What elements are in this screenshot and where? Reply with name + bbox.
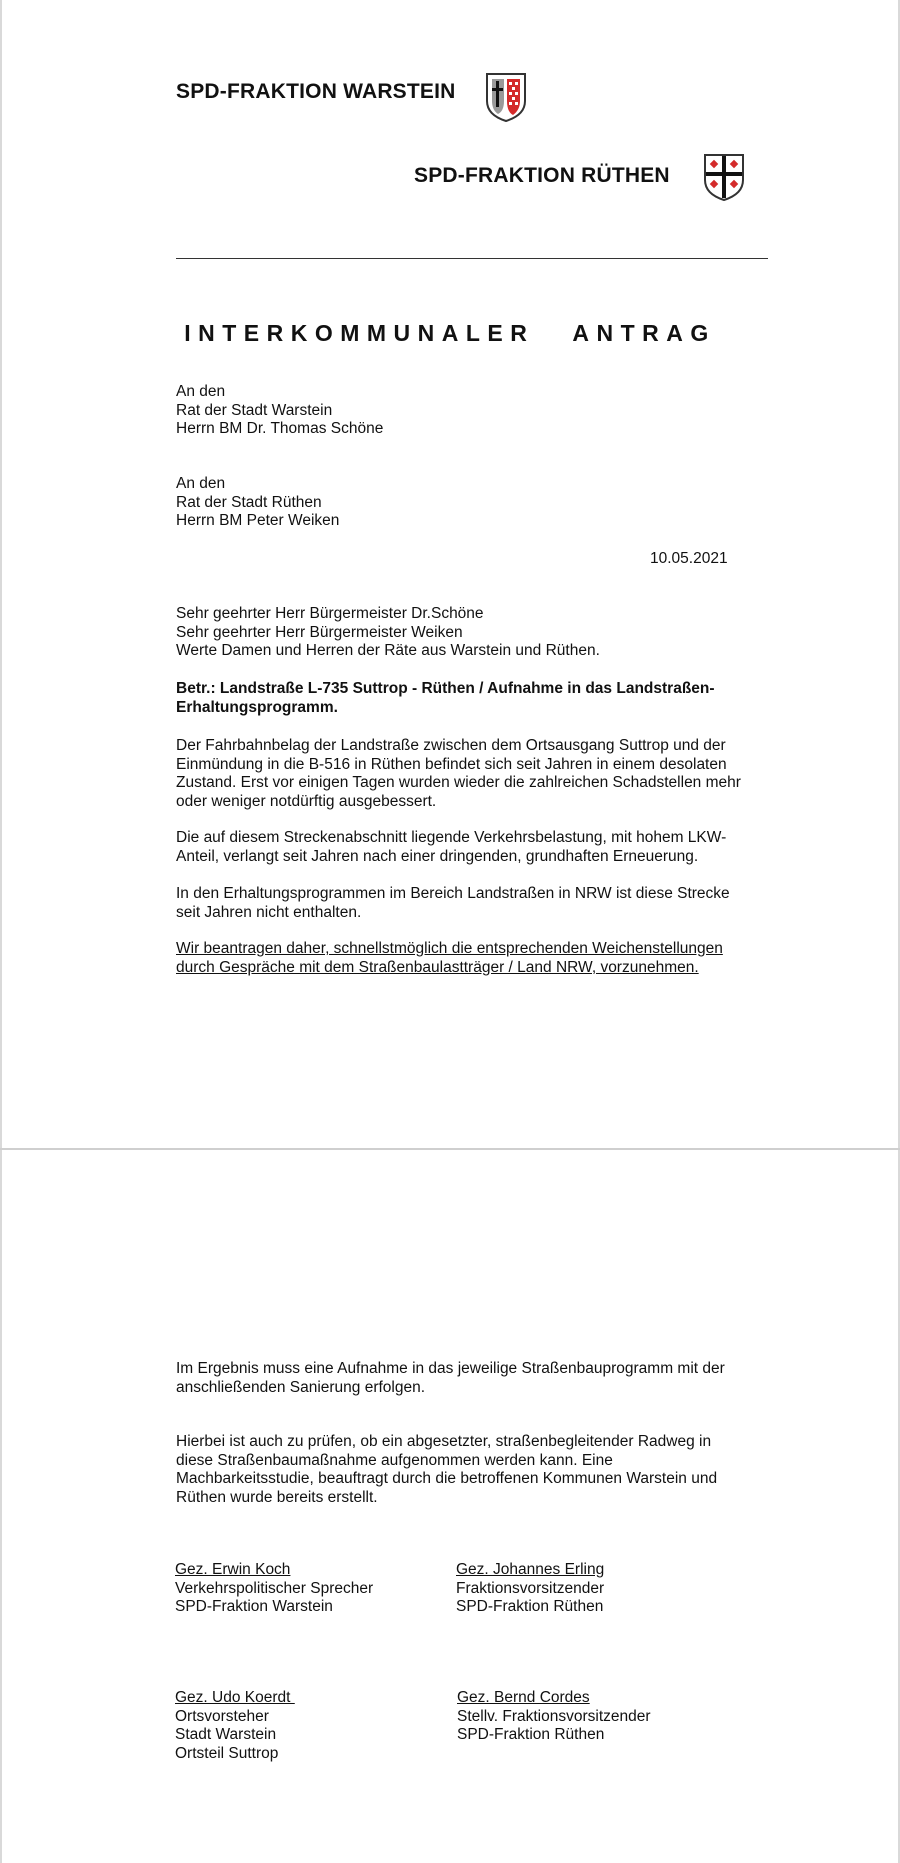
- page-edge-left: [0, 0, 2, 1863]
- title-word-interkommunaler: INTERKOMMUNALER: [184, 320, 535, 346]
- recipient-line: An den: [176, 383, 226, 400]
- signature-role: SPD-Fraktion Rüthen: [456, 1598, 604, 1615]
- paragraph-line: Wir beantragen daher, schnellstmöglich die entsprechenden Weichenstellungen: [176, 940, 723, 957]
- signature-role: Ortsteil Suttrop: [175, 1744, 279, 1762]
- title-word-antrag: ANTRAG: [572, 320, 716, 346]
- paragraph-request: [176, 940, 776, 977]
- salutation-line: Sehr geehrter Herr Bürgermeister Dr.Schöne: [176, 605, 484, 622]
- paragraph-3: [176, 885, 776, 922]
- signature-name: Gez. Johannes Erling: [456, 1561, 605, 1578]
- signature-role: Ortsvorsteher: [175, 1707, 269, 1725]
- document-date: 10.05.2021: [650, 550, 728, 567]
- paragraph-line: Hierbei ist auch zu prüfen, ob ein abgesetzter, straßenbegleitender Radweg in: [176, 1433, 712, 1450]
- page2-paragraph-2: [176, 1433, 776, 1507]
- signature-role: Stellv. Fraktionsvorsitzender: [457, 1707, 651, 1725]
- salutation-line: Werte Damen und Herren der Räte aus Warstein und Rüthen.: [176, 642, 600, 659]
- recipient-ruethen: [176, 475, 776, 531]
- ruethen-crest-icon: [702, 152, 746, 207]
- paragraph-line: Der Fahrbahnbelag der Landstraße zwischen dem Ortsausgang Suttrop und der: [176, 737, 726, 754]
- header-divider: [176, 258, 768, 259]
- paragraph-line: durch Gespräche mit dem Straßenbaulastträger / Land NRW, vorzunehmen.: [176, 958, 699, 976]
- recipient-line: Rat der Stadt Warstein: [176, 401, 333, 419]
- recipient-line: An den: [176, 475, 226, 492]
- signature-role: SPD-Fraktion Rüthen: [457, 1726, 605, 1743]
- paragraph-line: Im Ergebnis muss eine Aufnahme in das jeweilige Straßenbauprogramm mit der: [176, 1360, 725, 1377]
- signature-udo-koerdt: [175, 1689, 295, 1763]
- signature-role: Verkehrspolitischer Sprecher: [175, 1579, 374, 1597]
- paragraph-line: oder weniger notdürftig ausgebessert.: [176, 792, 437, 810]
- paragraph-line: Zustand. Erst vor einigen Tagen wurden wieder die zahlreichen Schadstellen mehr: [176, 774, 741, 791]
- recipient-warstein: [176, 383, 776, 439]
- signature-role: SPD-Fraktion Warstein: [175, 1598, 333, 1615]
- paragraph-1: [176, 737, 776, 811]
- signature-name: Gez. Bernd Cordes: [457, 1689, 590, 1706]
- paragraph-line: Die auf diesem Streckenabschnitt liegende Verkehrsbelastung, mit hohem LKW-: [176, 829, 727, 846]
- paragraph-line: Machbarkeitsstudie, beauftragt durch die betroffenen Kommunen Warstein und: [176, 1470, 718, 1487]
- signature-name: Gez. Erwin Koch: [175, 1561, 291, 1578]
- paragraph-line: Einmündung in die B-516 in Rüthen befindet sich seit Jahren in einem desolaten: [176, 755, 727, 773]
- page-break-divider: [0, 1148, 900, 1150]
- recipient-line: Rat der Stadt Rüthen: [176, 493, 322, 511]
- subject-text: Erhaltungsprogramm.: [176, 698, 338, 716]
- subject-text: Betr.: Landstraße L-735 Suttrop - Rüthen / Aufnahme in das Landstraßen-: [176, 680, 715, 697]
- signature-erwin-koch: [175, 1561, 373, 1617]
- recipient-line: Herrn BM Peter Weiken: [176, 512, 340, 529]
- signature-role: Stadt Warstein: [175, 1726, 277, 1743]
- ruethen-header-title: SPD-FRAKTION RÜTHEN: [414, 164, 670, 187]
- page2-paragraph-1: [176, 1360, 776, 1397]
- salutation-line: Sehr geehrter Herr Bürgermeister Weiken: [176, 623, 463, 641]
- warstein-crest-icon: [484, 71, 528, 128]
- paragraph-line: Anteil, verlangt seit Jahren nach einer dringenden, grundhaften Erneuerung.: [176, 847, 699, 865]
- signature-name: Gez. Udo Koerdt: [175, 1689, 295, 1706]
- subject-line: [176, 680, 776, 717]
- signature-johannes-erling: [456, 1561, 604, 1617]
- paragraph-line: anschließenden Sanierung erfolgen.: [176, 1378, 426, 1396]
- paragraph-2: [176, 829, 776, 866]
- paragraph-line: In den Erhaltungsprogrammen im Bereich Landstraßen in NRW ist diese Strecke: [176, 885, 730, 902]
- signature-bernd-cordes: [457, 1689, 651, 1745]
- paragraph-line: Rüthen wurde bereits erstellt.: [176, 1488, 378, 1506]
- warstein-header-title: SPD-FRAKTION WARSTEIN: [176, 80, 456, 103]
- document-title: [0, 320, 900, 347]
- signature-role: Fraktionsvorsitzender: [456, 1579, 605, 1597]
- recipient-line: Herrn BM Dr. Thomas Schöne: [176, 420, 384, 437]
- paragraph-line: seit Jahren nicht enthalten.: [176, 903, 362, 921]
- salutation: [176, 605, 776, 661]
- paragraph-line: diese Straßenbaumaßnahme aufgenommen werden kann. Eine: [176, 1451, 613, 1469]
